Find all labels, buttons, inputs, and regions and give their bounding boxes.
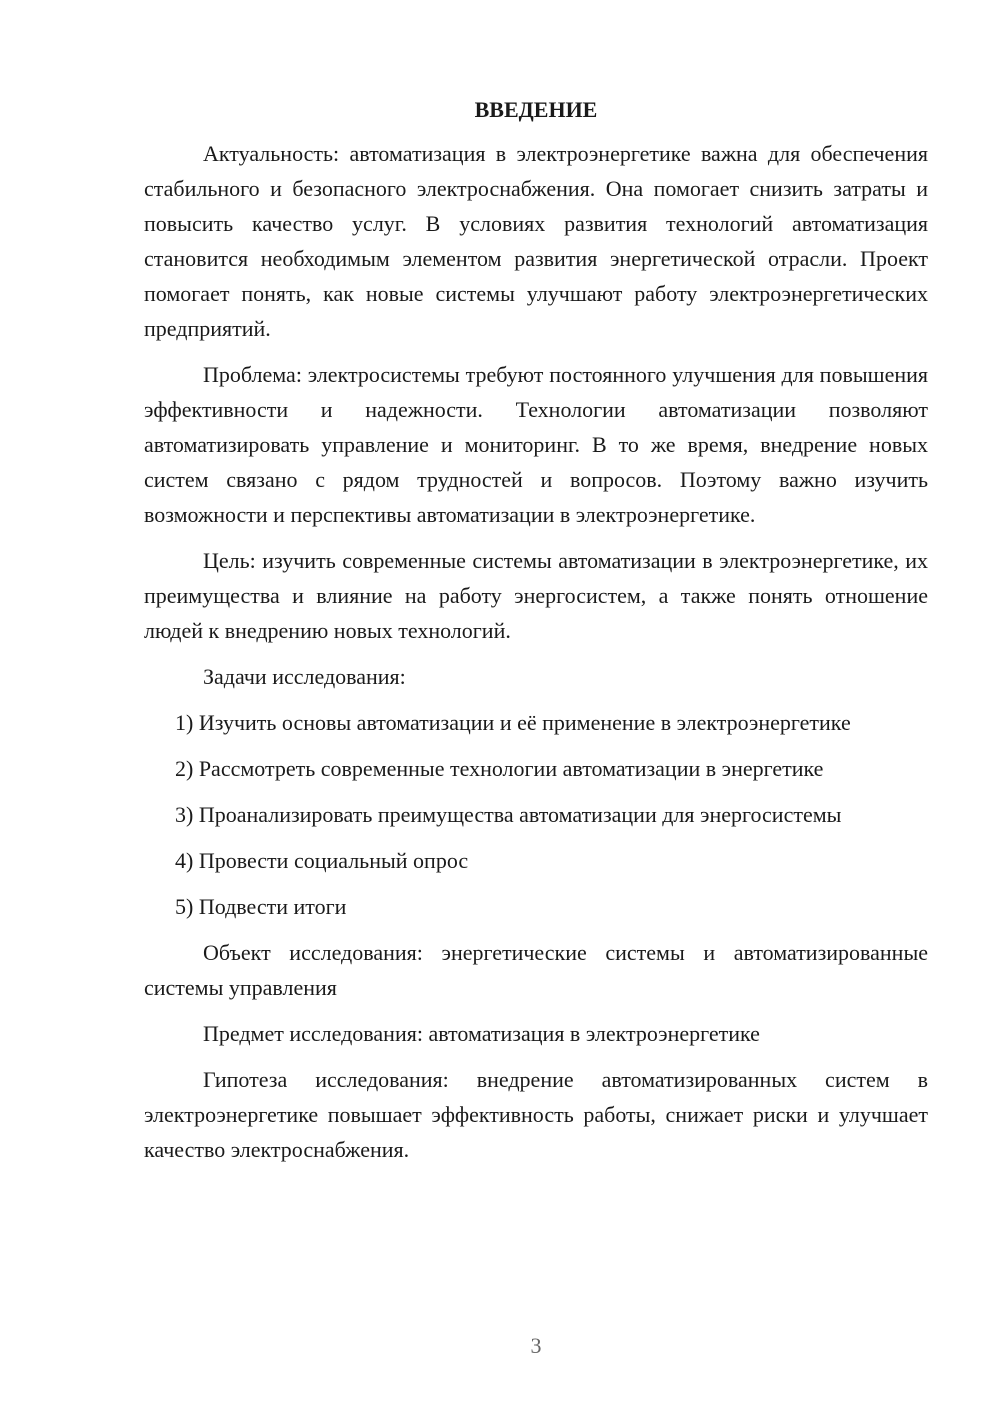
paragraph-subject: Предмет исследования: автоматизация в электроэнергетике — [203, 1021, 760, 1046]
task-item-5: 5) Подвести итоги — [175, 894, 347, 919]
task-item-1: 1) Изучить основы автоматизации и её применение в электроэнергетике — [175, 710, 851, 735]
page-number: 3 — [530, 1333, 542, 1358]
task-item-3: 3) Проанализировать преимущества автоматизации для энергосистемы — [175, 802, 842, 827]
paragraph-hypothesis: Гипотеза исследования: внедрение автоматизированных систем в электроэнергетике повышает эффективность работы, снижает риски и улучшает качество электроснабжения. — [144, 1067, 928, 1162]
document-page — [144, 92, 928, 1178]
paragraph-goal: Цель: изучить современные системы автоматизации в электроэнергетике, их преимущества и влияние на работу энергосистем, а также понять отношение людей к внедрению новых технологий. — [144, 548, 928, 643]
paragraph-tasks-heading: Задачи исследования: — [203, 664, 406, 689]
paragraph-problem: Проблема: электросистемы требуют постоянного улучшения для повышения эффективности и надежности. Технологии автоматизации позволяют автоматизировать управление и мониторинг. В то же время, внедрение новых систем связано с рядом трудностей и вопросов. Поэтому важно изучить возможности и перспективы автоматизации в электроэнергетике. — [144, 362, 928, 527]
task-item-2: 2) Рассмотреть современные технологии автоматизации в энергетике — [175, 756, 824, 781]
task-item-4: 4) Провести социальный опрос — [175, 848, 469, 873]
paragraph-relevance: Актуальность: автоматизация в электроэнергетике важна для обеспечения стабильного и безопасного электроснабжения. Она помогает снизить затраты и повысить качество услуг. В условиях развития технологий автоматизация становится необходимым элементом развития энергетической отрасли. Проект помогает понять, как новые системы улучшают работу электроэнергетических предприятий. — [144, 141, 928, 341]
paragraph-object: Объект исследования: энергетические системы и автоматизированные системы управления — [144, 940, 928, 1000]
section-title: ВВЕДЕНИЕ — [474, 97, 598, 122]
